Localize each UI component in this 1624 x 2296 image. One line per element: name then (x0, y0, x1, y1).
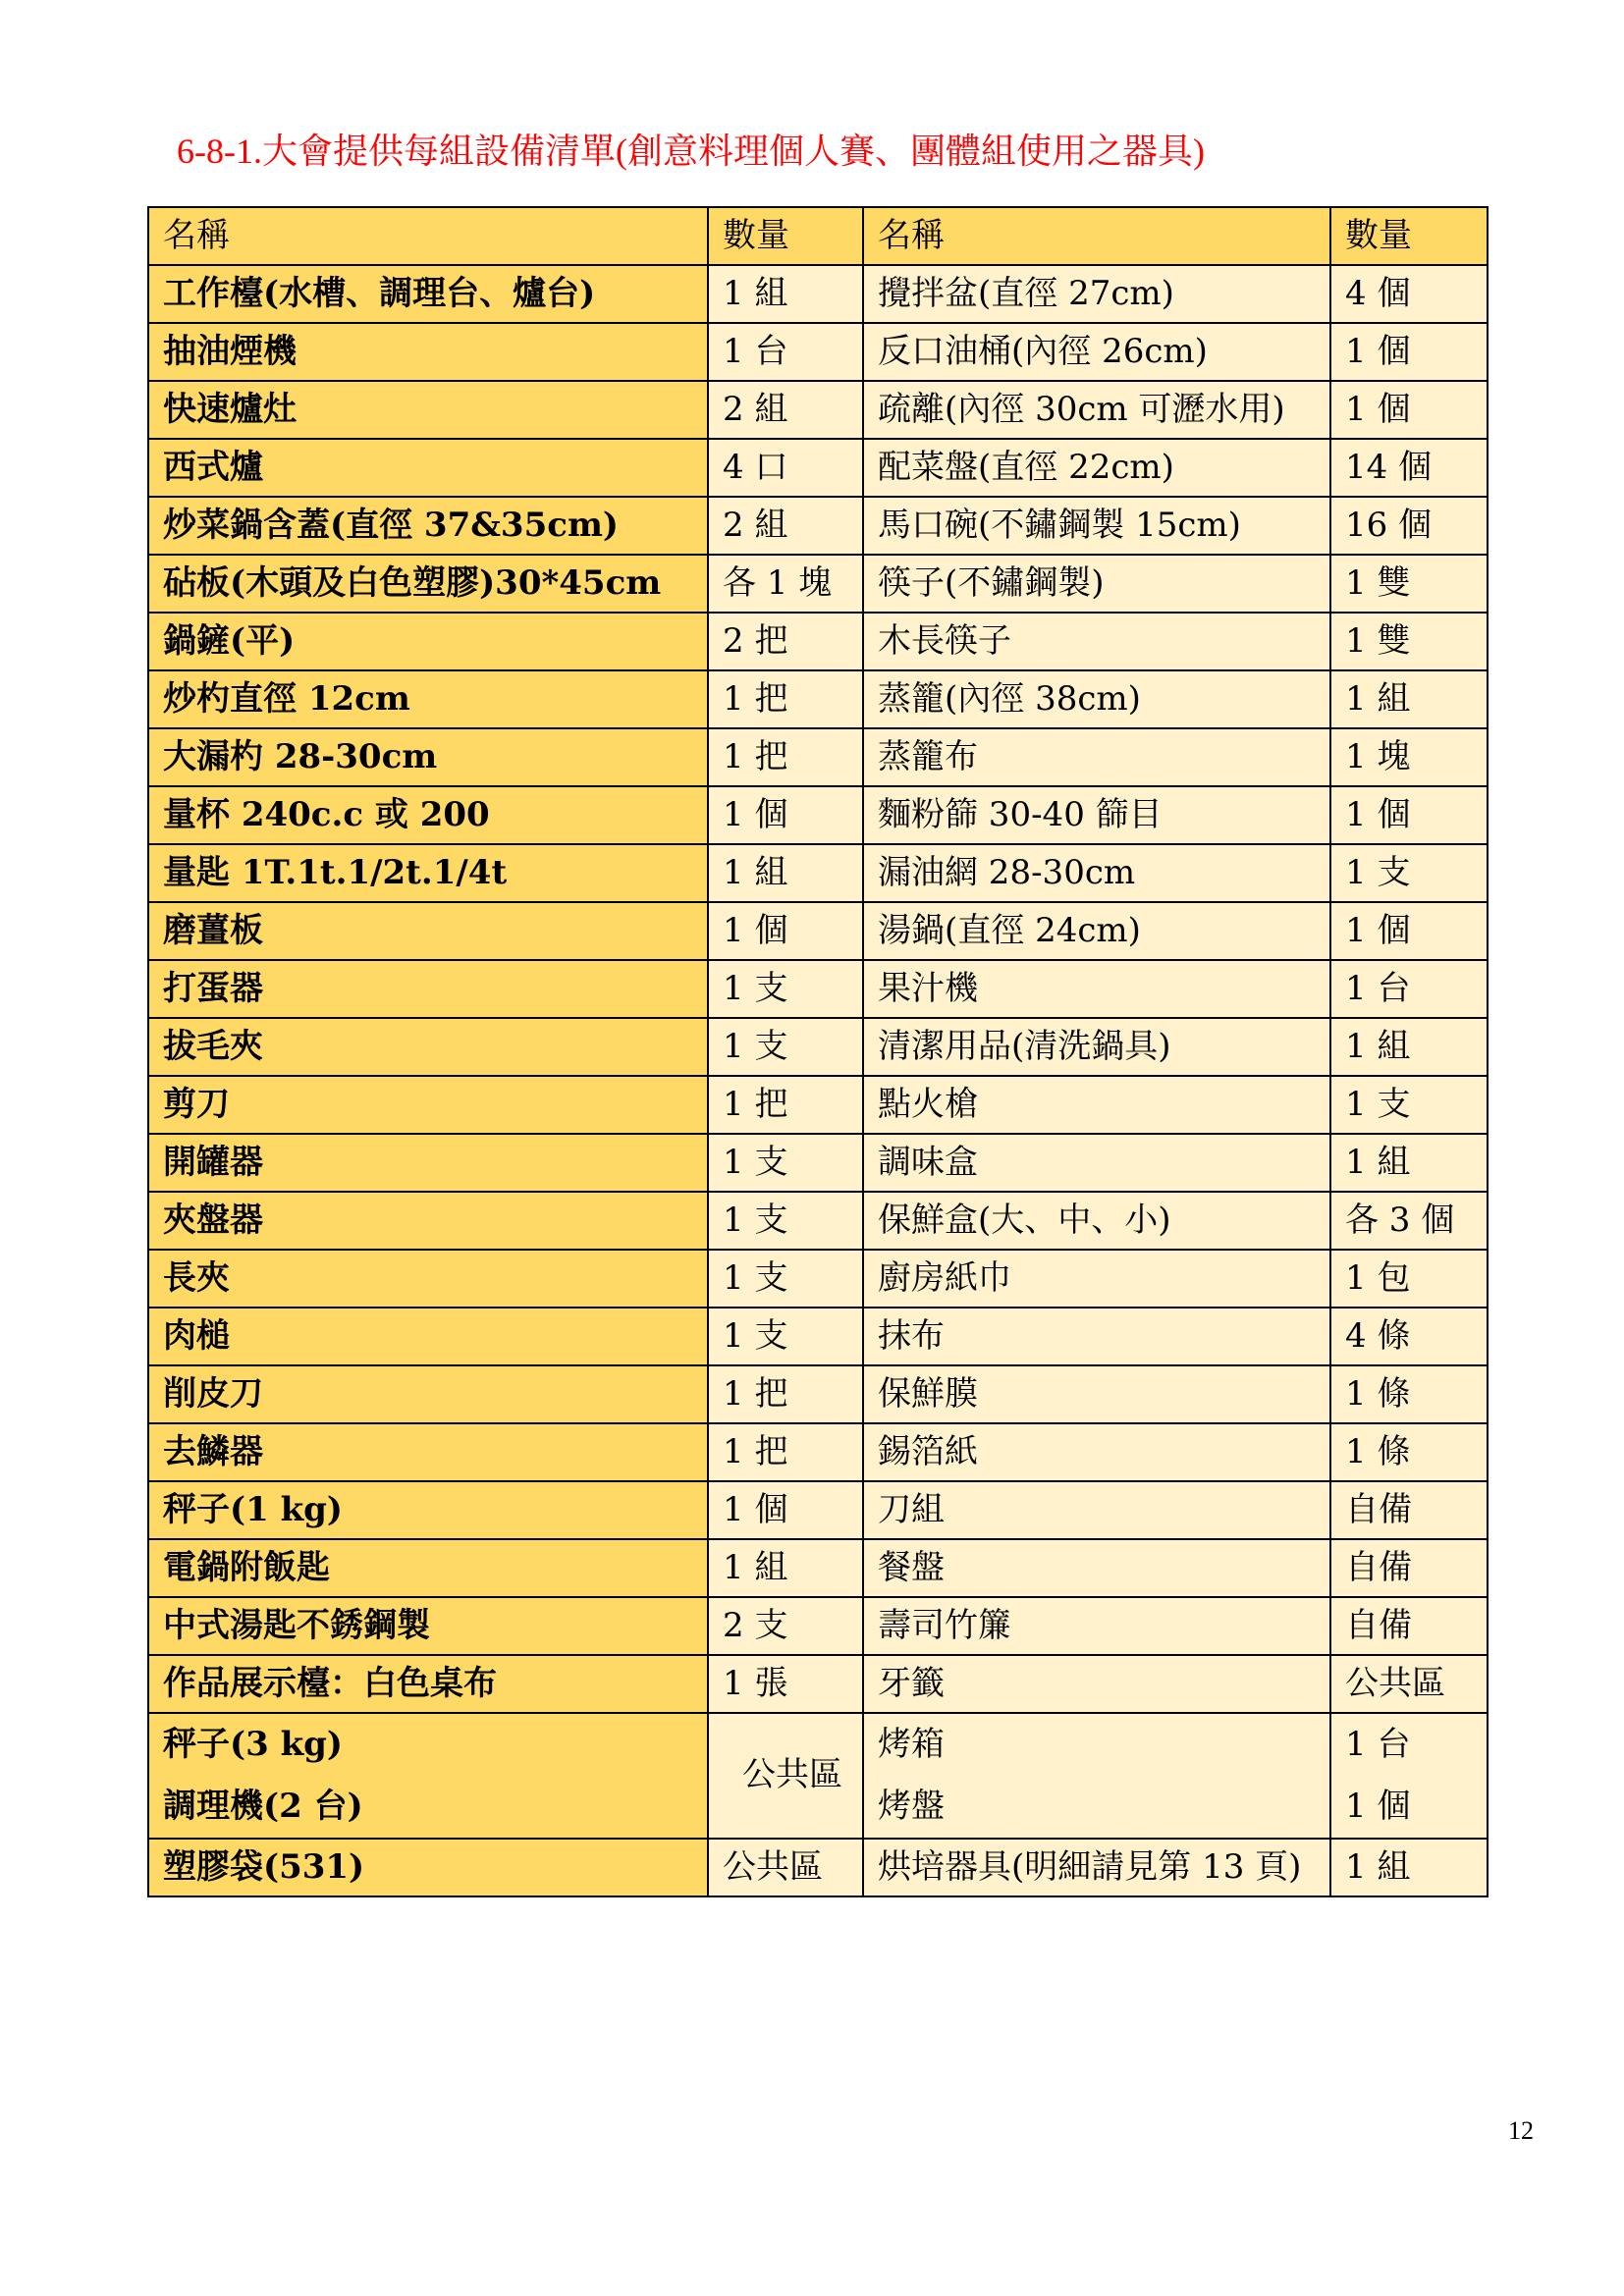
item-name-left: 砧板(木頭及白色塑膠)30*45cm (148, 555, 708, 613)
item-qty-right: 自備 (1330, 1539, 1488, 1597)
table-row (148, 1250, 1488, 1308)
table-row (148, 265, 1488, 323)
header-name-right: 名稱 (863, 207, 1330, 265)
item-name-left: 打蛋器 (148, 960, 708, 1018)
item-name-right: 點火槍 (863, 1076, 1330, 1134)
item-qty-left: 4 口 (708, 439, 863, 497)
table-row (148, 670, 1488, 728)
item-name-right: 筷子(不鏽鋼製) (863, 555, 1330, 613)
table-row (148, 381, 1488, 439)
table-row (148, 1134, 1488, 1192)
header-name-left: 名稱 (148, 207, 708, 265)
item-qty-left: 1 支 (708, 960, 863, 1018)
item-name-left: 秤子(1 kg) (148, 1481, 708, 1539)
table-row (148, 902, 1488, 960)
item-qty-left: 1 組 (708, 844, 863, 902)
item-qty-right: 1 支 (1330, 844, 1488, 902)
item-name-right: 反口油桶(內徑 26cm) (863, 323, 1330, 381)
item-qty-left: 1 把 (708, 1365, 863, 1423)
table-row (148, 1423, 1488, 1481)
item-qty-left: 公共區 (708, 1713, 863, 1839)
item-name-right: 調味盒 (863, 1134, 1330, 1192)
table-row (148, 1018, 1488, 1076)
item-name-left: 長夾 (148, 1250, 708, 1308)
item-name-right: 餐盤 (863, 1539, 1330, 1597)
item-name-right-line-2: 烤盤 (878, 1787, 945, 1826)
item-qty-left: 1 台 (708, 323, 863, 381)
item-qty-right-line-1: 1 台 (1345, 1725, 1411, 1764)
item-qty-left: 1 個 (708, 1481, 863, 1539)
item-qty-left: 1 把 (708, 728, 863, 786)
item-name-left-line-1: 秤子(3 kg) (163, 1725, 343, 1764)
item-name-left: 去鱗器 (148, 1423, 708, 1481)
item-qty-left: 2 組 (708, 497, 863, 555)
item-name-right: 果汁機 (863, 960, 1330, 1018)
item-qty-right: 4 個 (1330, 265, 1488, 323)
item-qty-right: 1 個 (1330, 381, 1488, 439)
table-row (148, 555, 1488, 613)
item-qty-right: 自備 (1330, 1597, 1488, 1655)
table-row (148, 844, 1488, 902)
item-qty-left: 1 個 (708, 902, 863, 960)
item-name-right: 木長筷子 (863, 613, 1330, 670)
item-qty-right: 1 個 (1330, 323, 1488, 381)
table-row (148, 1076, 1488, 1134)
header-qty-left: 數量 (708, 207, 863, 265)
table-row (148, 1597, 1488, 1655)
item-name-right: 蒸籠(內徑 38cm) (863, 670, 1330, 728)
item-name-left: 炒杓直徑 12cm (148, 670, 708, 728)
item-qty-left: 各 1 塊 (708, 555, 863, 613)
table-row (148, 1192, 1488, 1250)
item-qty-left: 1 個 (708, 786, 863, 844)
item-qty-left: 1 組 (708, 265, 863, 323)
item-qty-right (1330, 1713, 1488, 1839)
item-qty-right: 1 個 (1330, 902, 1488, 960)
item-name-left: 作品展示檯：白色桌布 (148, 1655, 708, 1713)
item-qty-left: 2 把 (708, 613, 863, 670)
item-name-left: 量匙 1T.1t.1/2t.1/4t (148, 844, 708, 902)
item-qty-right-line-2: 1 個 (1345, 1787, 1411, 1826)
item-qty-right: 各 3 個 (1330, 1192, 1488, 1250)
item-name-left-line-2: 調理機(2 台) (163, 1787, 363, 1826)
page-number: 12 (1508, 2116, 1534, 2145)
item-name-right: 蒸籠布 (863, 728, 1330, 786)
item-qty-right: 1 條 (1330, 1365, 1488, 1423)
item-name-right: 烘培器具(明細請見第 13 頁) (863, 1839, 1330, 1896)
item-name-right: 抹布 (863, 1308, 1330, 1365)
item-name-right: 馬口碗(不鏽鋼製 15cm) (863, 497, 1330, 555)
item-qty-right: 1 組 (1330, 1018, 1488, 1076)
item-qty-right: 1 包 (1330, 1250, 1488, 1308)
item-qty-left: 1 把 (708, 1423, 863, 1481)
item-name-left: 工作檯(水槽、調理台、爐台) (148, 265, 708, 323)
item-name-left: 開罐器 (148, 1134, 708, 1192)
item-qty-right: 1 雙 (1330, 613, 1488, 670)
item-qty-left: 1 支 (708, 1018, 863, 1076)
page-title: 6-8-1.大會提供每組設備清單(創意料理個人賽、團體組使用之器具) (177, 132, 1205, 171)
item-name-right (863, 1713, 1330, 1839)
item-qty-left: 2 支 (708, 1597, 863, 1655)
item-name-left: 夾盤器 (148, 1192, 708, 1250)
item-qty-right: 1 支 (1330, 1076, 1488, 1134)
item-qty-right: 1 組 (1330, 670, 1488, 728)
table-row (148, 1839, 1488, 1896)
table-row (148, 960, 1488, 1018)
table-row (148, 786, 1488, 844)
item-name-right: 刀組 (863, 1481, 1330, 1539)
item-qty-left: 公共區 (708, 1839, 863, 1896)
item-name-right: 疏離(內徑 30cm 可瀝水用) (863, 381, 1330, 439)
item-name-right: 廚房紙巾 (863, 1250, 1330, 1308)
item-name-right-line-1: 烤箱 (878, 1725, 945, 1764)
table-row (148, 728, 1488, 786)
item-name-left: 塑膠袋(531) (148, 1839, 708, 1896)
item-qty-right: 1 台 (1330, 960, 1488, 1018)
item-name-right: 攪拌盆(直徑 27cm) (863, 265, 1330, 323)
item-qty-left: 1 把 (708, 670, 863, 728)
item-qty-right: 自備 (1330, 1481, 1488, 1539)
item-name-left: 削皮刀 (148, 1365, 708, 1423)
item-name-right: 保鮮盒(大、中、小) (863, 1192, 1330, 1250)
item-qty-right: 1 個 (1330, 786, 1488, 844)
item-qty-right: 1 組 (1330, 1839, 1488, 1896)
item-qty-right: 4 條 (1330, 1308, 1488, 1365)
item-qty-left: 1 支 (708, 1192, 863, 1250)
table-row (148, 1539, 1488, 1597)
item-qty-right: 1 條 (1330, 1423, 1488, 1481)
item-name-left: 西式爐 (148, 439, 708, 497)
item-qty-right: 公共區 (1330, 1655, 1488, 1713)
item-qty-left: 1 組 (708, 1539, 863, 1597)
item-name-right: 漏油網 28-30cm (863, 844, 1330, 902)
item-name-left: 快速爐灶 (148, 381, 708, 439)
item-name-right: 牙籤 (863, 1655, 1330, 1713)
table-row (148, 439, 1488, 497)
table-row (148, 1365, 1488, 1423)
table-row (148, 613, 1488, 670)
item-name-left: 炒菜鍋含蓋(直徑 37&35cm) (148, 497, 708, 555)
item-qty-left: 1 支 (708, 1308, 863, 1365)
item-name-right: 保鮮膜 (863, 1365, 1330, 1423)
item-name-right: 湯鍋(直徑 24cm) (863, 902, 1330, 960)
item-qty-right: 1 雙 (1330, 555, 1488, 613)
item-name-left: 抽油煙機 (148, 323, 708, 381)
item-qty-left: 1 張 (708, 1655, 863, 1713)
item-name-left: 剪刀 (148, 1076, 708, 1134)
item-qty-left: 1 支 (708, 1250, 863, 1308)
table-row (148, 1655, 1488, 1713)
item-name-left (148, 1713, 708, 1839)
table-row-merged (148, 1713, 1488, 1839)
table-row (148, 497, 1488, 555)
item-name-right: 麵粉篩 30-40 篩目 (863, 786, 1330, 844)
table-row (148, 323, 1488, 381)
equipment-table (147, 206, 1489, 1897)
table-row (148, 1308, 1488, 1365)
item-qty-left: 1 支 (708, 1134, 863, 1192)
item-qty-left: 2 組 (708, 381, 863, 439)
item-qty-right: 14 個 (1330, 439, 1488, 497)
item-qty-right: 1 組 (1330, 1134, 1488, 1192)
item-qty-right: 16 個 (1330, 497, 1488, 555)
table-header-row (148, 207, 1488, 265)
item-qty-left: 1 把 (708, 1076, 863, 1134)
table-row (148, 1481, 1488, 1539)
item-name-left: 鍋鏟(平) (148, 613, 708, 670)
item-qty-right: 1 塊 (1330, 728, 1488, 786)
item-name-right: 錫箔紙 (863, 1423, 1330, 1481)
item-name-left: 拔毛夾 (148, 1018, 708, 1076)
item-name-left: 中式湯匙不銹鋼製 (148, 1597, 708, 1655)
item-name-right: 壽司竹簾 (863, 1597, 1330, 1655)
item-name-left: 大漏杓 28-30cm (148, 728, 708, 786)
item-name-left: 電鍋附飯匙 (148, 1539, 708, 1597)
item-name-left: 磨薑板 (148, 902, 708, 960)
item-name-right: 配菜盤(直徑 22cm) (863, 439, 1330, 497)
item-name-right: 清潔用品(清洗鍋具) (863, 1018, 1330, 1076)
header-qty-right: 數量 (1330, 207, 1488, 265)
item-name-left: 肉槌 (148, 1308, 708, 1365)
item-name-left: 量杯 240c.c 或 200 (148, 786, 708, 844)
